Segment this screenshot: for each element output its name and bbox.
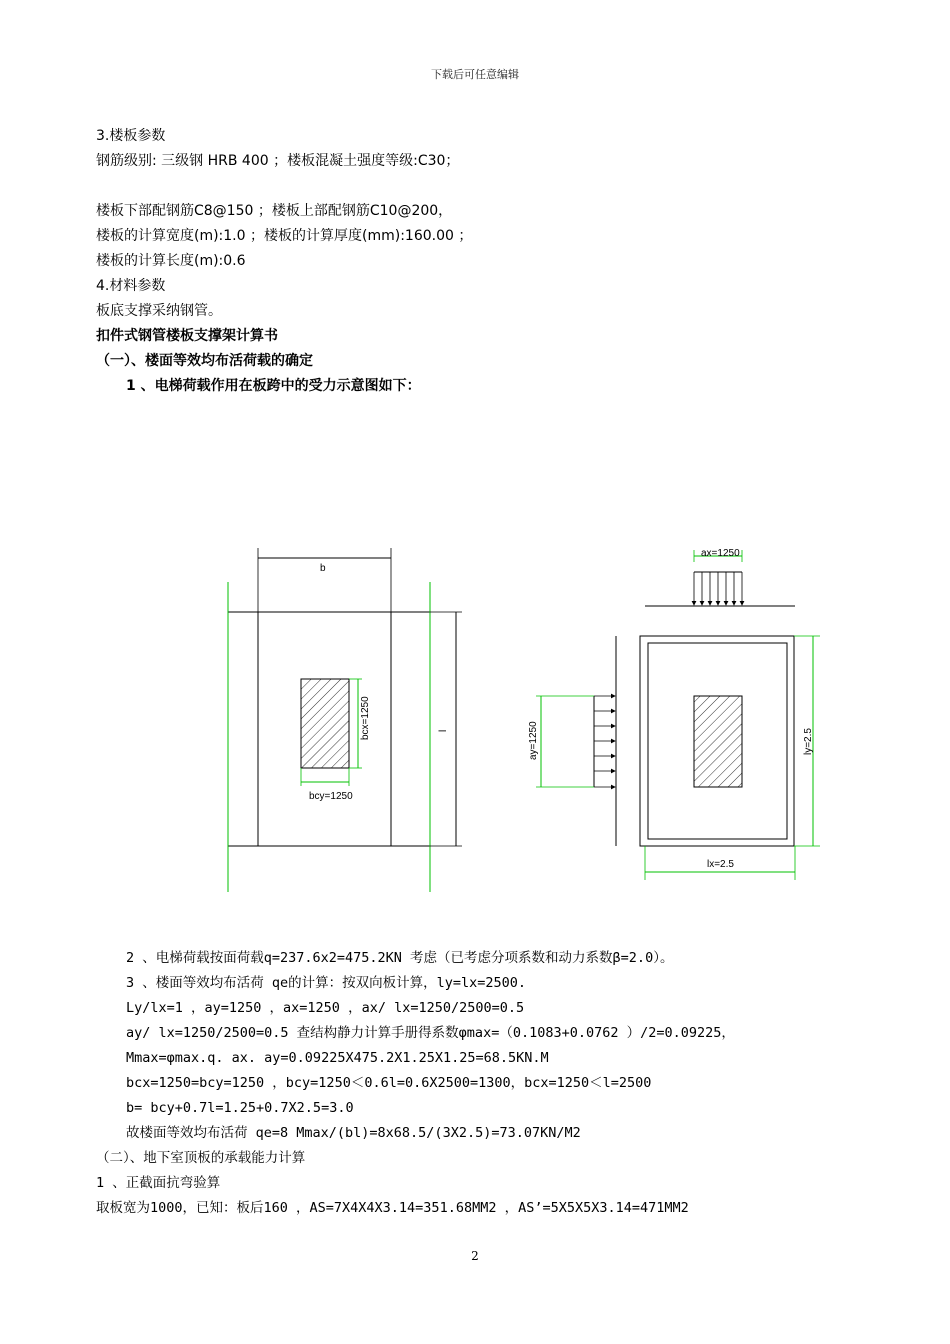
- dim-ly-label: ly=2.5: [803, 728, 814, 755]
- text-line: 楼板的计算宽度(m):1.0 ；楼板的计算厚度(mm):160.00 ；: [96, 228, 473, 244]
- text-line: ay/ lx=1250/2500=0.5 查结构静力计算手册得系数φmax=（0.1083+0.0762 ）/2=0.09225，: [126, 1025, 735, 1041]
- right-plan-diagram: [528, 548, 820, 880]
- page-number: 2: [471, 1249, 479, 1263]
- text-line: 楼板的计算长度(m):0.6: [96, 253, 246, 269]
- text-line: Mmax=φmax.q. ax. ay=0.09225X475.2X1.25X1.25=68.5KN.M: [126, 1050, 549, 1066]
- dim-ax-label: ax=1250: [701, 548, 740, 559]
- load-area-hatch: [301, 679, 349, 768]
- text-line: 钢筋级别: 三级钢 HRB 400 ；楼板混凝土强度等级:C30；: [96, 153, 460, 169]
- document-title: 扣件式钢管楼板支撑架计算书: [96, 328, 278, 344]
- text-line: Ly/lx=1 ，ay=1250 ，ax=1250 ，ax/ lx=1250/2500=0.5: [126, 1000, 525, 1016]
- dim-l-label: l: [438, 729, 449, 732]
- text-line: b= bcy+0.7l=1.25+0.7X2.5=3.0: [126, 1100, 354, 1116]
- left-plan-diagram: [228, 548, 462, 892]
- text-line: 3 、楼面等效均布活荷 qe的计算：按双向板计算，ly=lx=2500.: [126, 975, 527, 991]
- section-heading-2: （二）、地下室顶板的承载能力计算: [96, 1150, 306, 1166]
- text-line: bcx=1250=bcy=1250 ，bcy=1250＜0.6l=0.6X2500=1300，bcx=1250＜l=2500: [126, 1075, 652, 1091]
- section-heading-1: （一）、楼面等效均布活荷载的确定: [96, 353, 313, 369]
- dim-lx-label: lx=2.5: [707, 859, 734, 870]
- dim-ay-label: ay=1250: [528, 721, 539, 760]
- page-header: 下载后可任意编辑: [431, 68, 519, 81]
- subsection-heading: 1 、正截面抗弯验算: [96, 1175, 221, 1191]
- load-area-hatch: [694, 696, 742, 787]
- section-heading-material: 4.材料参数: [96, 278, 166, 294]
- subsection-heading: 1 、电梯荷载作用在板跨中的受力示意图如下：: [126, 378, 421, 394]
- text-line: 故楼面等效均布活荷 qe=8 Mmax/(bl)=8x68.5/(3X2.5)=73.07KN/M2: [126, 1125, 581, 1141]
- text-line: 板底支撑采纳钢管。: [96, 303, 222, 319]
- text-line: 取板宽为1000，已知：板后160 ，AS=7X4X4X3.14=351.68MM2 ，AS’=5X5X5X3.14=471MM2: [96, 1200, 689, 1216]
- dim-b-label: b: [320, 563, 326, 574]
- dim-bcy-label: bcy=1250: [309, 791, 353, 802]
- dim-bcx-label: bcx=1250: [360, 696, 371, 740]
- text-line: 楼板下部配钢筋C8@150 ；楼板上部配钢筋C10@200，: [96, 203, 453, 219]
- text-line: 2 、电梯荷载按面荷载q=237.6x2=475.2KN 考虑（已考虑分项系数和动力系数β=2.0）。: [126, 950, 674, 966]
- section-heading-slab-params: 3.楼板参数: [96, 128, 166, 144]
